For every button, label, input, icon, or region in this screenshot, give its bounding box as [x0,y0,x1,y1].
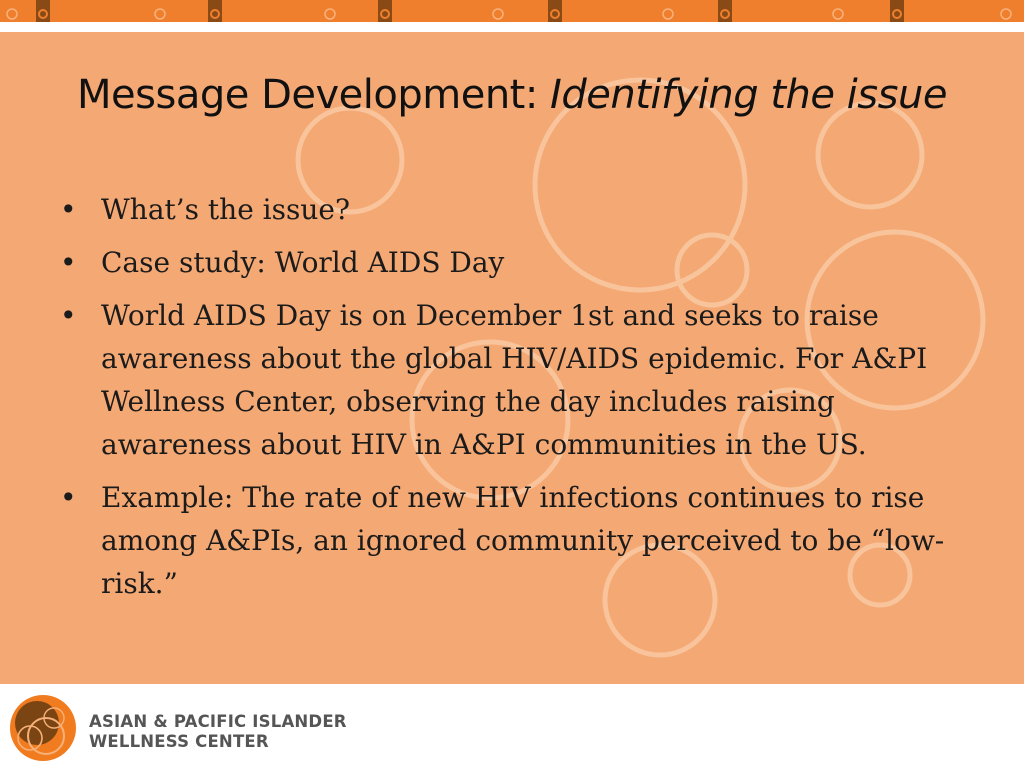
bullet-marker: • [60,299,77,332]
title-main-text: Message Development: [77,72,551,118]
bullet-marker: • [60,193,77,226]
org-name [89,712,347,752]
bullet-text: What’s the issue? [101,193,350,226]
org-logo-icon [6,692,80,764]
title-italic-text: Identifying the issue [550,72,947,118]
band-pattern-icon [0,0,1024,22]
bullet-item [60,188,960,231]
bullet-text: Case study: World AIDS Day [101,246,505,279]
bullet-marker: • [60,246,77,279]
org-name-line2: WELLNESS CENTER [89,732,269,751]
bullet-marker: • [60,481,77,514]
bullet-text: World AIDS Day is on December 1st and seeks to raise awareness about the global HIV/AIDS epidemic. For A&PI Wellness Center, observing the day includes raising awareness about HIV in A&PI communities in the US. [101,299,928,461]
slide-title [0,72,1024,118]
bullet-item [60,476,960,605]
bullet-list [60,188,960,615]
band-divider [0,22,1024,32]
org-name-line1: ASIAN & PACIFIC ISLANDER [89,712,347,731]
bullet-item [60,294,960,466]
bullet-item [60,241,960,284]
top-decorative-band [0,0,1024,22]
bullet-text: Example: The rate of new HIV infections continues to rise among A&PIs, an ignored community perceived to be “low-risk.” [101,481,945,600]
